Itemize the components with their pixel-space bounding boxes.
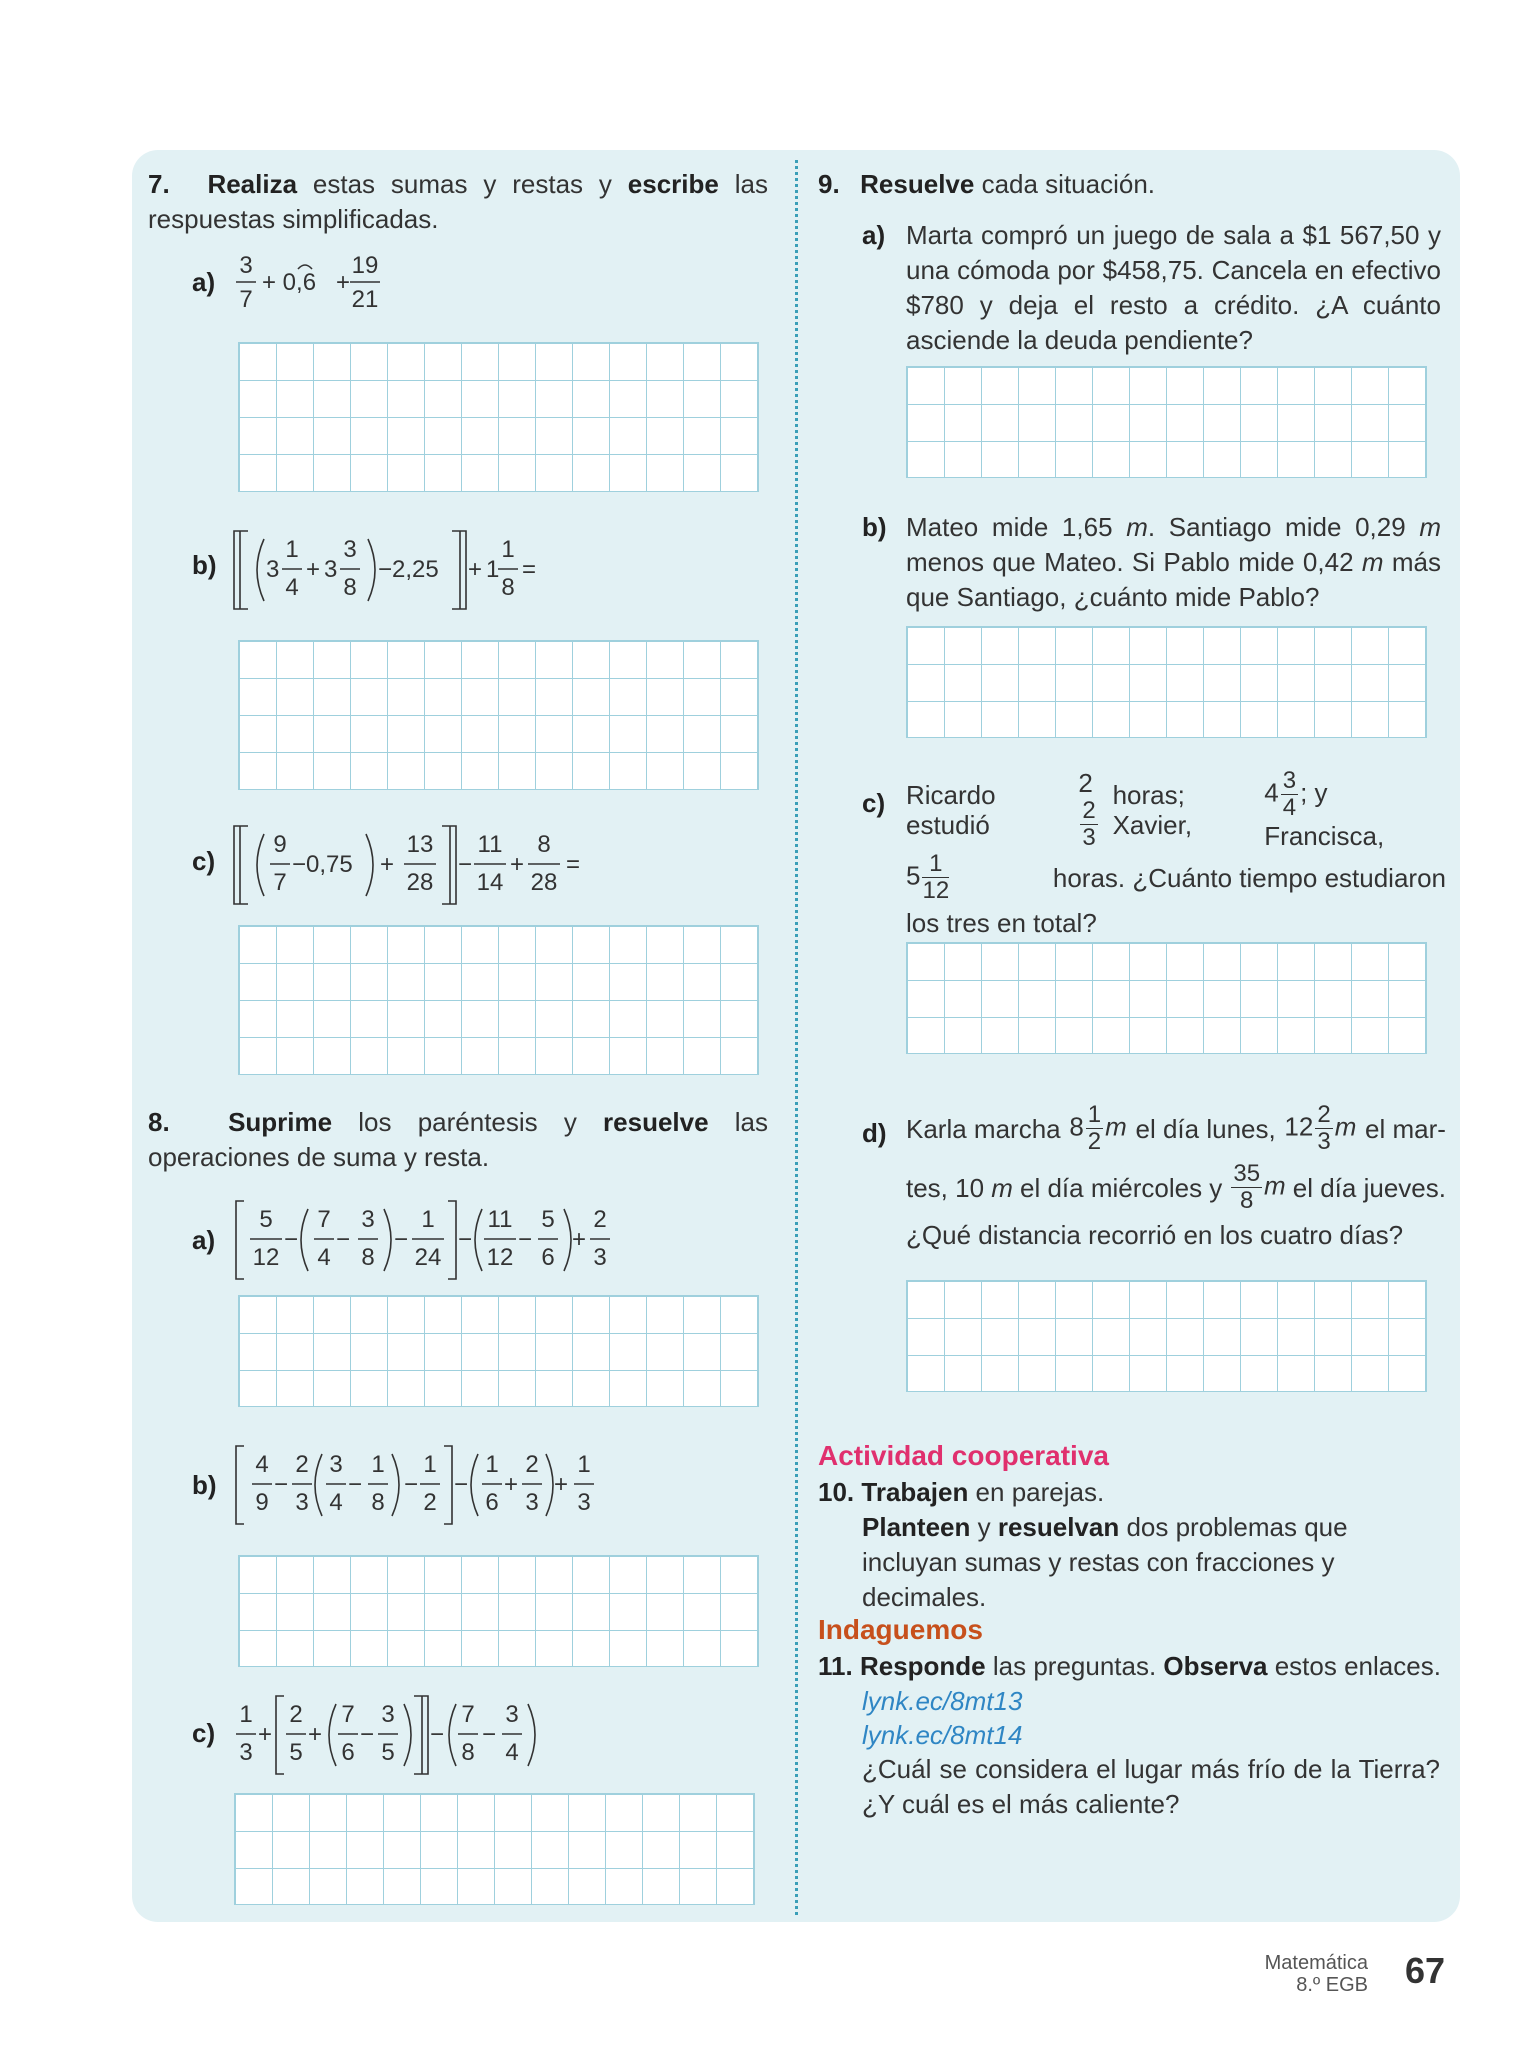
- svg-text:3: 3: [329, 1451, 343, 1478]
- ind-section-title: Indaguemos: [818, 1614, 983, 1645]
- svg-text:2: 2: [289, 1701, 303, 1728]
- svg-text:2: 2: [423, 1489, 437, 1516]
- ind-link-2[interactable]: lynk.ec/8mt14: [862, 1720, 1023, 1750]
- ex7-intro: Realiza estas sumas y restas y escribe las respuestas simplificadas.: [148, 169, 768, 234]
- ex7a-f2-num: 19: [351, 252, 379, 279]
- svg-text:1: 1: [423, 1451, 437, 1478]
- ex9-a-text: Marta compró un juego de sala a $1 567,50 y una cómoda por $458,75. Cancela en efectivo $780 y deja el resto a crédito. ¿A cuánto asciende la deuda pendiente?: [906, 220, 1441, 355]
- ex7c-m: −0,75: [292, 851, 353, 878]
- ex8-intro: Suprime los paréntesis y resuelve las operaciones de suma y resta.: [148, 1107, 768, 1172]
- ex7c-s1: −: [458, 851, 473, 878]
- ex9-a-answer-grid[interactable]: [906, 366, 1427, 478]
- ex7-statement: [148, 167, 768, 237]
- ex7-a-label: a): [192, 267, 216, 297]
- svg-text:24: 24: [414, 1244, 442, 1271]
- svg-text:−: −: [336, 1226, 351, 1253]
- svg-text:−: −: [274, 1471, 289, 1498]
- ex8-c-expression: [230, 1690, 560, 1780]
- svg-text:7: 7: [341, 1701, 355, 1728]
- ex8-a-expression: [230, 1195, 620, 1285]
- column-divider: [795, 160, 798, 1915]
- ex8-b-answer-grid[interactable]: [238, 1555, 759, 1667]
- footer-subject: [1265, 1952, 1368, 1996]
- svg-text:2: 2: [295, 1451, 309, 1478]
- ex7-number: 7.: [148, 169, 170, 199]
- svg-text:4: 4: [317, 1244, 331, 1271]
- ex7b-f3-den: 8: [501, 574, 515, 601]
- ex7c-f1-num: 9: [273, 831, 287, 858]
- ex7b-p2: +: [468, 556, 483, 583]
- ex8-c-label: c): [192, 1718, 216, 1748]
- ex7b-f2-num: 3: [343, 536, 357, 563]
- svg-text:5: 5: [541, 1206, 555, 1233]
- svg-text:−: −: [482, 1721, 497, 1748]
- svg-text:6: 6: [541, 1244, 555, 1271]
- ex8-b-label: b): [192, 1470, 217, 1500]
- ex7-a-expression: [230, 245, 430, 325]
- ex7-b-expression: [230, 525, 550, 615]
- svg-text:7: 7: [317, 1206, 331, 1233]
- svg-text:6: 6: [341, 1739, 355, 1766]
- ex7c-f2-den: 28: [406, 869, 434, 896]
- svg-text:8: 8: [461, 1739, 475, 1766]
- coop-section-title: Actividad cooperativa: [818, 1440, 1109, 1471]
- svg-text:+: +: [258, 1721, 273, 1748]
- ex7a-plus: +: [336, 269, 351, 296]
- svg-text:−: −: [518, 1226, 533, 1253]
- svg-text:6: 6: [485, 1489, 499, 1516]
- svg-text:12: 12: [252, 1244, 280, 1271]
- ex8-number: 8.: [148, 1107, 170, 1137]
- ex7-c-expression: [230, 820, 590, 910]
- ex9-d-label: d): [862, 1118, 887, 1148]
- ex8-statement: [148, 1105, 768, 1175]
- footer-subject-name: Matemática: [1264, 1952, 1368, 1974]
- svg-text:5: 5: [381, 1739, 395, 1766]
- svg-text:3: 3: [361, 1206, 375, 1233]
- ex7b-f3-num: 1: [501, 536, 515, 563]
- ex7-c-label: c): [192, 846, 216, 876]
- ex9-intro: Resuelve cada situación.: [860, 169, 1156, 199]
- ex7c-f3-den: 14: [476, 869, 504, 896]
- svg-text:8: 8: [371, 1489, 385, 1516]
- ex7b-m: −2,25: [378, 556, 439, 583]
- svg-text:−: −: [430, 1721, 445, 1748]
- coop-line2: Planteen y resuelvan dos problemas que incluyan sumas y restas con fracciones y decimales.: [862, 1512, 1348, 1612]
- ex7c-f4-den: 28: [530, 869, 558, 896]
- svg-text:2: 2: [525, 1451, 539, 1478]
- ex7b-p1: +: [306, 556, 321, 583]
- ex9-c-label: c): [862, 788, 886, 818]
- ind-link-1[interactable]: lynk.ec/8mt13: [862, 1686, 1023, 1716]
- svg-text:4: 4: [505, 1739, 519, 1766]
- ex7b-eq: =: [522, 556, 537, 583]
- ex7a-f2-den: 21: [351, 286, 379, 313]
- svg-text:2: 2: [593, 1206, 607, 1233]
- ex8-c-answer-grid[interactable]: [234, 1793, 755, 1905]
- ex7b-f1-num: 1: [285, 536, 299, 563]
- ind-line1: 11. Responde las preguntas. Observa estos enlaces.: [818, 1651, 1441, 1681]
- ex7a-mid: + 0,6: [262, 269, 317, 296]
- svg-text:12: 12: [486, 1244, 514, 1271]
- ex9-a-label: a): [862, 220, 886, 250]
- ex7-b-answer-grid[interactable]: [238, 640, 759, 790]
- svg-text:3: 3: [525, 1489, 539, 1516]
- ind-question: ¿Cuál se considera el lugar más frío de la Tierra? ¿Y cuál es el más caliente?: [862, 1754, 1440, 1819]
- svg-text:−: −: [284, 1226, 299, 1253]
- svg-text:+: +: [308, 1721, 323, 1748]
- ex9-b-answer-grid[interactable]: [906, 626, 1427, 738]
- svg-text:11: 11: [487, 1206, 513, 1233]
- ex9-d-text: Karla marcha 8 $\frac{1}{2}$ m el día lunes, 12 $\frac{2}{3}$ m el mar- tes, 10 m el día miércoles y $\frac{35}{8}$ m el día jueves. ¿Qué distancia recorrió en los cuatro días?: [906, 1101, 1446, 1250]
- ex7b-w3: 1: [486, 556, 500, 583]
- ex9-c-text: Ricardo estudió 2 $\frac{2}{3}$ horas; Xavier, 4 $\frac{3}{4}$ ; y Francisca, 5 $\frac{1}{12}$ horas. ¿Cuánto tiempo estudiaron los tres en total?: [906, 767, 1446, 938]
- svg-text:5: 5: [289, 1739, 303, 1766]
- ex7c-f1-den: 7: [273, 869, 287, 896]
- ex7a-f1-num: 3: [239, 252, 253, 279]
- ex9-c-answer-grid[interactable]: [906, 942, 1427, 1054]
- svg-text:+: +: [504, 1471, 519, 1498]
- svg-text:+: +: [572, 1226, 587, 1253]
- svg-text:+: +: [554, 1471, 569, 1498]
- svg-text:3: 3: [577, 1489, 591, 1516]
- svg-text:3: 3: [381, 1701, 395, 1728]
- page-number: 67: [1405, 1950, 1446, 1991]
- ex8-b-expression: [230, 1440, 620, 1530]
- ex7a-f1-den: 7: [239, 286, 253, 313]
- svg-text:7: 7: [461, 1701, 475, 1728]
- ex7-a-answer-grid[interactable]: [238, 342, 759, 492]
- ex9-number: 9.: [818, 169, 840, 199]
- ex9-statement: [818, 167, 1438, 202]
- svg-text:1: 1: [577, 1451, 591, 1478]
- svg-text:−: −: [404, 1471, 419, 1498]
- svg-text:3: 3: [295, 1489, 309, 1516]
- ex7c-p2: +: [510, 851, 525, 878]
- ex7c-f4-num: 8: [537, 831, 551, 858]
- ex8-a-label: a): [192, 1225, 216, 1255]
- ex7c-f3-num: 11: [477, 831, 503, 858]
- svg-text:1: 1: [485, 1451, 499, 1478]
- svg-text:−: −: [454, 1471, 469, 1498]
- ex7-c-answer-grid[interactable]: [238, 925, 759, 1075]
- ex7b-w2: 3: [324, 556, 338, 583]
- coop-line1: 10. Trabajen en parejas.: [818, 1477, 1105, 1507]
- svg-text:1: 1: [421, 1206, 435, 1233]
- svg-text:4: 4: [329, 1489, 343, 1516]
- ex7c-p1: +: [380, 851, 395, 878]
- svg-text:9: 9: [255, 1489, 269, 1516]
- ex9-b-label: b): [862, 512, 887, 542]
- svg-text:5: 5: [259, 1206, 273, 1233]
- ex7c-eq: =: [566, 851, 581, 878]
- svg-text:8: 8: [361, 1244, 375, 1271]
- svg-text:−: −: [458, 1226, 473, 1253]
- svg-text:−: −: [394, 1226, 409, 1253]
- svg-text:3: 3: [593, 1244, 607, 1271]
- svg-text:4: 4: [255, 1451, 269, 1478]
- ex8-a-answer-grid[interactable]: [238, 1295, 759, 1407]
- ex7b-f2-den: 8: [343, 574, 357, 601]
- ex9-d-answer-grid[interactable]: [906, 1280, 1427, 1392]
- svg-text:−: −: [360, 1721, 375, 1748]
- ex7b-f1-den: 4: [285, 574, 299, 601]
- svg-text:1: 1: [371, 1451, 385, 1478]
- svg-text:3: 3: [505, 1701, 519, 1728]
- svg-text:1: 1: [239, 1701, 253, 1728]
- ex9-b-text: Mateo mide 1,65 m. Santiago mide 0,29 m menos que Mateo. Si Pablo mide 0,42 m más que Santiago, ¿cuánto mide Pablo?: [906, 512, 1442, 612]
- ex7b-w1: 3: [266, 556, 280, 583]
- footer-grade: 8.º EGB: [1296, 1974, 1368, 1996]
- ex7-b-label: b): [192, 550, 217, 580]
- svg-text:−: −: [348, 1471, 363, 1498]
- ex7c-f2-num: 13: [406, 831, 434, 858]
- svg-text:3: 3: [239, 1739, 253, 1766]
